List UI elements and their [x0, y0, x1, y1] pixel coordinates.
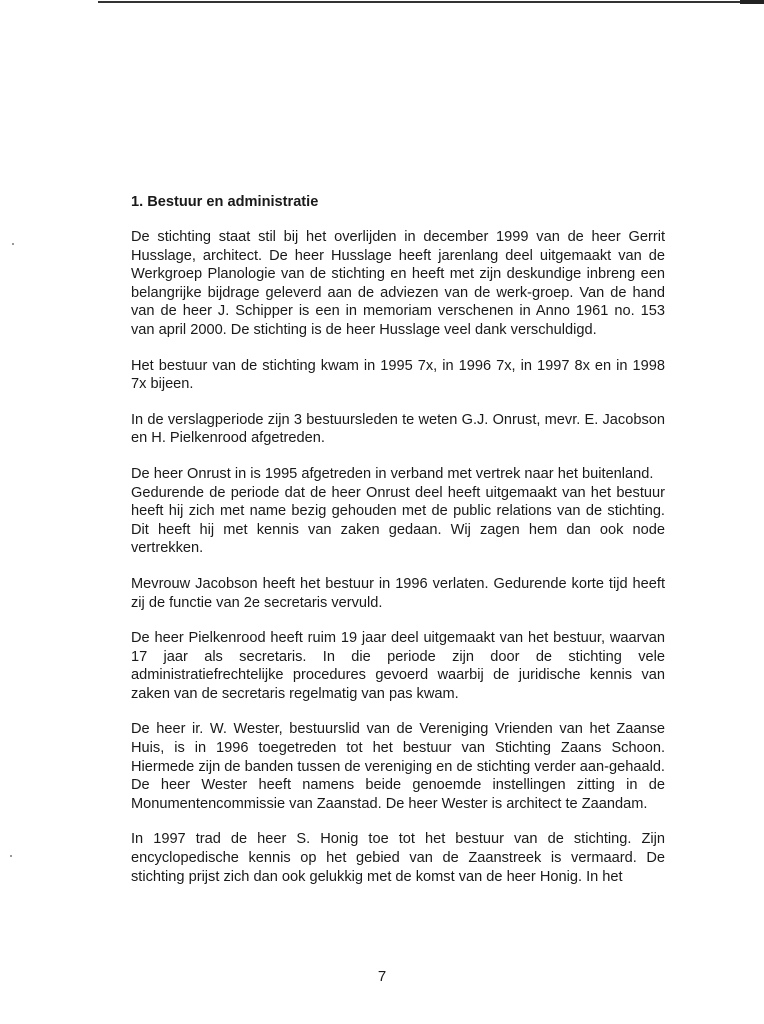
scan-speck [10, 855, 12, 857]
section-heading: 1. Bestuur en administratie [131, 194, 319, 210]
paragraph-departures: In de verslagperiode zijn 3 bestuursleden te weten G.J. Onrust, mevr. E. Jacobson en H. Pielkenrood afgetreden. [131, 411, 665, 447]
paragraph-jacobson: Mevrouw Jacobson heeft het bestuur in 1996 verlaten. Gedurende korte tijd heeft zij de functie van 2e secretaris vervuld. [131, 575, 665, 611]
paragraph-onrust-departure: De heer Onrust in is 1995 afgetreden in verband met vertrek naar het buitenland. [131, 465, 654, 482]
page-number: 7 [377, 968, 387, 985]
paragraph-meetings: Het bestuur van de stichting kwam in 1995 7x, in 1996 7x, in 1997 8x en in 1998 7x bijeen. [131, 357, 665, 393]
top-rule [98, 1, 764, 3]
paragraph-husslage: De stichting staat stil bij het overlijden in december 1999 van de heer Gerrit Husslage, architect. De heer Husslage heeft jarenlang deel uitgemaakt van de Werkgroep Planologie van de stichting en heeft met zijn deskundige inbreng een belangrijke bijdrage geleverd aan de adviezen van de werk-groep. Van de hand van de heer J. Schipper is een in memoriam verschenen in Anno 1961 no. 153 van april 2000. De stichting is de heer Husslage veel dank verschuldigd. [131, 229, 665, 338]
top-rule-edge [740, 0, 764, 4]
scan-speck [12, 243, 14, 245]
paragraph-wester: De heer ir. W. Wester, bestuurslid van de Vereniging Vrienden van het Zaanse Huis, is in 1996 toegetreden tot het bestuur van Stichting Zaans Schoon. Hiermede zijn de banden tussen de vereniging en de stichting verder aan-gehaald. De heer Wester heeft namens beide genoemde instellingen zitting in de Monumentencommissie van Zaanstad. De heer Wester is architect te Zaandam. [131, 721, 665, 812]
paragraph-honig: In 1997 trad de heer S. Honig toe tot het bestuur van de stichting. Zijn encyclopedische kennis op het gebied van de Zaanstreek is vermaard. De stichting prijst zich dan ook gelukkig met de komst van de heer Honig. In het [131, 831, 665, 885]
paragraph-onrust-pr: Gedurende de periode dat de heer Onrust deel heeft uitgemaakt van het bestuur heeft hij zich met name bezig gehouden met de public relations van de stichting. Dit heeft hij met kennis van zaken gedaan. Wij zagen hem dan ook node vertrekken. [131, 484, 665, 557]
document-body [131, 193, 665, 903]
paragraph-pielkenrood: De heer Pielkenrood heeft ruim 19 jaar deel uitgemaakt van het bestuur, waarvan 17 jaar als secretaris. In die periode zijn door de stichting vele administratiefrechtelijke procedures gevoerd waarbij de juridische kennis van zaken van de secretaris regelmatig van pas kwam. [131, 630, 665, 702]
